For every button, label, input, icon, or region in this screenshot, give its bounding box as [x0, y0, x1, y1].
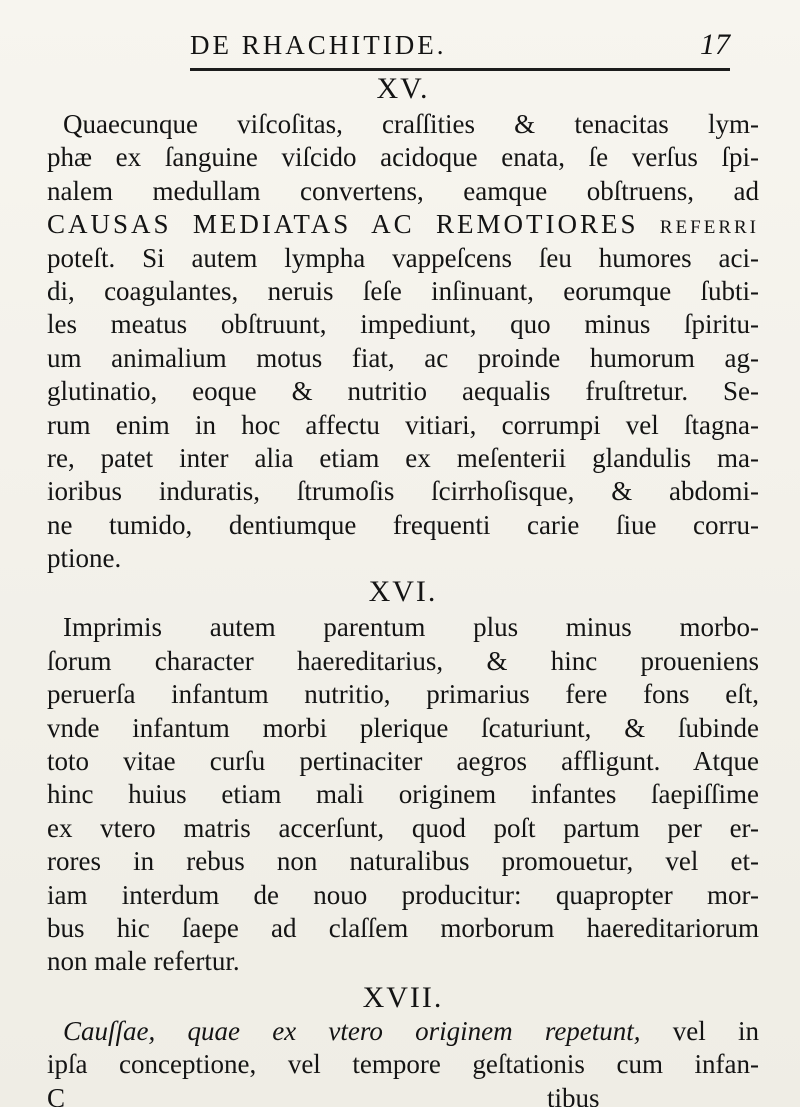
text-line: Quaecunque viſcoſitas, craſſities & tenacitas lym- [63, 109, 759, 139]
body-text [47, 68, 759, 1107]
text-line [47, 208, 759, 241]
signature-line [47, 1082, 759, 1107]
text-line: ſorum character haereditarius, & hinc proueniens [47, 645, 759, 676]
text-run: vel in [640, 1015, 759, 1046]
text-line: phæ ex ſanguine viſcido acidoque enata, ſe verſus ſpi- [47, 142, 759, 173]
text-line: toto vitae curſu pertinaciter aegros affligunt. Atque [47, 746, 759, 777]
text-line: ex vtero matris accerſunt, quod poſt partum per er- [47, 812, 759, 843]
text-line: vnde infantum morbi plerique ſcaturiunt, & ſubinde [47, 712, 759, 743]
page-number: 17 [700, 28, 730, 61]
text-line: ioribus induratis, ſtrumoſis ſcirrhoſisque, & abdomi- [47, 476, 759, 507]
catchword: tibus [547, 1082, 600, 1107]
running-title: DE RHACHITIDE. [190, 30, 447, 60]
text-line: ptione. [47, 543, 122, 574]
signature-mark: C [47, 1082, 66, 1107]
italic-phrase: Cauſſae, quae ex vtero originem repetunt, [63, 1015, 641, 1046]
running-head [190, 30, 730, 66]
text-line: iam interdum de nouo producitur: quapropter mor- [47, 879, 759, 910]
text-line: rores in rebus non naturalibus promouetur, vel et- [47, 846, 759, 877]
text-line: hinc huius etiam mali originem infantes ſaepiſſime [47, 779, 759, 810]
section-number-xv: XV. [376, 72, 430, 105]
text-line: poteſt. Si autem lympha vappeſcens ſeu humores aci- [47, 242, 759, 273]
text-line: rum enim in hoc affectu vitiari, corrumpi vel ſtagna- [47, 409, 759, 440]
text-line: re, patet inter alia etiam ex meſenterii glandulis ma- [47, 442, 759, 473]
text-line: Imprimis autem parentum plus minus morbo- [63, 612, 759, 643]
section-number-xvii: XVII. [362, 980, 444, 1014]
text-line: nalem medullam convertens, eamque obſtruens, ad [47, 175, 759, 206]
text-line: ipſa conceptione, vel tempore geſtationis cum infan- [47, 1049, 759, 1080]
small-caps-heading: CAUSAS MEDIATAS AC REMOTIORES referri [47, 209, 759, 240]
text-line: peruerſa infantum nutritio, primarius fere fons eſt, [47, 679, 759, 710]
text-line: glutinatio, eoque & nutritio aequalis fruſtretur. Se- [47, 376, 759, 407]
text-line: non male refertur. [47, 946, 240, 977]
text-line: ne tumido, dentiumque frequenti carie ſiue corru- [47, 509, 759, 540]
text-line: les meatus obſtruunt, impediunt, quo minus ſpiritu- [47, 309, 759, 340]
text-line [47, 1015, 759, 1048]
section-number-xvi: XVI. [368, 575, 438, 609]
text-line: um animalium motus fiat, ac proinde humorum ag- [47, 342, 759, 373]
text-line: bus hic ſaepe ad claſſem morborum haereditariorum [47, 912, 759, 943]
text-line: di, coagulantes, neruis ſeſe inſinuant, eorumque ſubti- [47, 275, 759, 306]
